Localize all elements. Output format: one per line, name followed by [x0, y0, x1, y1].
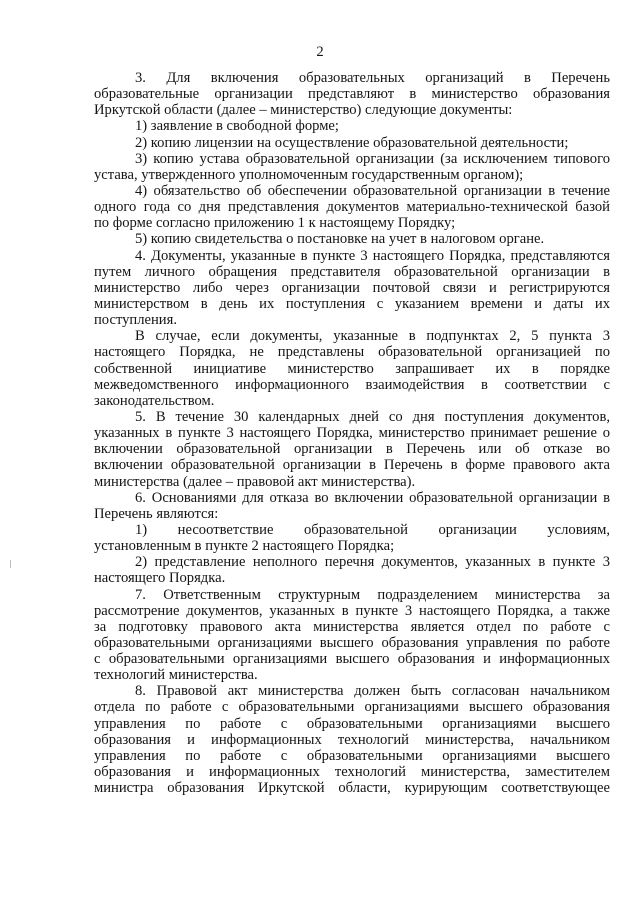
text-line: министерство либо через организации почтовой связи и регистрируются: [94, 279, 610, 296]
text-line: за подготовку правового акта министерства является отдел по работе с: [94, 618, 610, 635]
text-line: 2) копию лицензии на осуществление образовательной деятельности;: [135, 134, 569, 151]
text-line: 6. Основаниями для отказа во включении образовательной организации в: [135, 489, 610, 506]
text-line: настоящего Порядка, не представлены образовательной организацией по: [94, 344, 610, 361]
text-line: законодательством.: [94, 392, 215, 409]
text-line: образовательными организациями высшего образования управления по работе: [94, 634, 610, 651]
text-line: собственной инициативе министерство запрашивает их в порядке: [94, 360, 610, 377]
text-line: рассмотрение документов, указанных в пункте 3 настоящего Порядка, а также: [94, 602, 610, 619]
page-number: 2: [316, 44, 324, 60]
text-line: настоящего Порядка.: [94, 570, 226, 587]
text-line: министра образования Иркутской области, курирующим соответствующее: [94, 780, 610, 797]
text-line: технологий министерства.: [94, 667, 258, 684]
text-line: отдела по работе с образовательными организациями высшего образования: [94, 699, 610, 716]
text-line: образования и информационных технологий министерства, начальником: [94, 731, 610, 748]
text-line: министерства (далее – правовой акт министерства).: [94, 473, 416, 490]
text-line: Иркутской области (далее – министерство) следующие документы:: [94, 102, 513, 119]
text-line: межведомственного информационного взаимодействия в соответствии с: [94, 376, 610, 393]
scan-mark: [10, 560, 11, 568]
text-line: с образовательными организациями высшего образования и информационных: [94, 651, 610, 668]
document-body: [94, 70, 610, 796]
text-line: указанных в пункте 3 настоящего Порядка, министерство принимает решение о: [94, 425, 610, 442]
text-line: 4) обязательство об обеспечении образовательной организации в течение: [135, 182, 610, 199]
text-line: 2) представление неполного перечня документов, указанных в пункте 3: [135, 554, 610, 571]
text-line: министерством в день их поступления с указанием времени и даты их: [94, 295, 610, 312]
text-line: управления по работе с образовательными организациями высшего: [94, 747, 610, 764]
text-line: 5. В течение 30 календарных дней со дня поступления документов,: [135, 408, 610, 425]
text-line: установленным в пункте 2 настоящего Порядка;: [94, 538, 395, 555]
text-line: 7. Ответственным структурным подразделением министерства за: [135, 586, 610, 603]
text-line: 1) несоответствие образовательной организации условиям,: [135, 521, 610, 538]
text-line: 4. Документы, указанные в пункте 3 настоящего Порядка, представляются: [135, 247, 610, 264]
text-line: управления по работе с образовательными организациями высшего: [94, 715, 610, 732]
text-line: 3. Для включения образовательных организаций в Перечень: [135, 70, 610, 86]
text-line: одного года со дня представления документов материально-технической базой: [94, 199, 610, 216]
text-line: 1) заявление в свободной форме;: [135, 118, 339, 135]
text-line: 5) копию свидетельства о постановке на учет в налоговом органе.: [135, 231, 545, 248]
text-line: образования и информационных технологий министерства, заместителем: [94, 764, 610, 781]
text-line: по форме согласно приложению 1 к настоящему Порядку;: [94, 215, 456, 232]
text-line: включении образовательной организации в Перечень в форме правового акта: [94, 457, 610, 474]
text-line: 8. Правовой акт министерства должен быть согласован начальником: [135, 683, 610, 700]
text-line: поступления.: [94, 312, 177, 329]
text-line: В случае, если документы, указанные в подпунктах 2, 5 пункта 3: [135, 328, 610, 345]
text-line: Перечень являются:: [94, 505, 219, 522]
text-line: включении образовательной организации в Перечень или об отказе во: [94, 441, 610, 458]
text-line: путем личного обращения представителя образовательной организации в: [94, 263, 610, 280]
text-line: устава, утвержденного уполномоченным государственным органом);: [94, 166, 524, 183]
text-line: 3) копию устава образовательной организации (за исключением типового: [135, 150, 610, 167]
text-line: образовательные организации представляют в министерство образования: [94, 86, 610, 103]
